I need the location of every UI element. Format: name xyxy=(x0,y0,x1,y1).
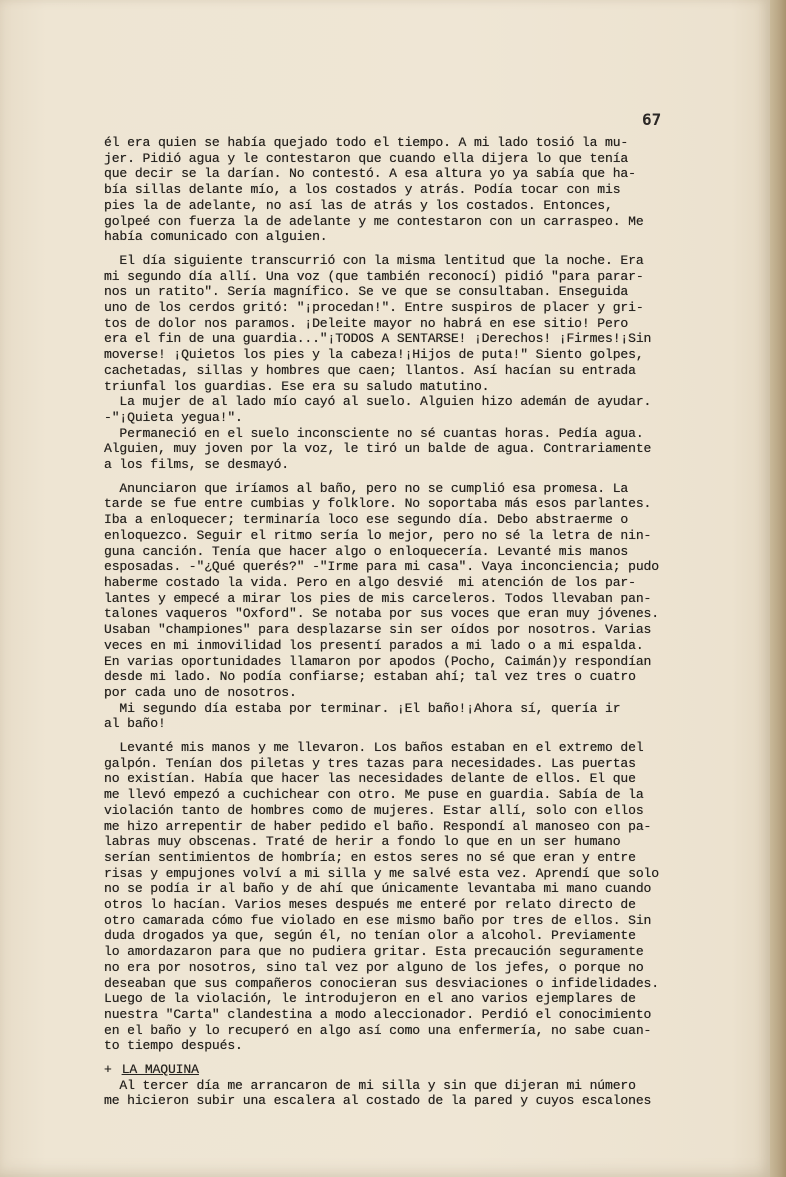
text-line: jer. Pidió agua y le contestaron que cuando ella dijera lo que tenía xyxy=(104,150,629,166)
text-line: en el baño y lo recuperó en algo así como una enfermería, no sabe cuan- xyxy=(104,1022,652,1038)
text-line: desde mi lado. No podía confiarse; estaban ahí; tal vez tres o cuatro xyxy=(104,669,636,685)
text-line: esposadas. -"¿Qué querés?" -"Irme para mi casa". Vaya inconciencia; pudo xyxy=(104,559,659,575)
text-line: Iba a enloquecer; terminaría loco ese segundo día. Debo abstraerme o xyxy=(104,512,629,528)
text-line: otro camarada cómo fue violado en ese mismo baño por tres de ellos. Sin xyxy=(104,912,652,928)
paragraph-1 xyxy=(104,135,744,245)
text-line: había comunicado con alguien. xyxy=(104,229,328,245)
text-line: Usaban "championes" para desplazarse sin ser oídos por nosotros. Varias xyxy=(104,622,652,638)
paragraph-gap xyxy=(104,732,744,740)
text-line: violación tanto de hombres como de mujeres. Estar allí, solo con ellos xyxy=(104,802,644,818)
paragraph-2 xyxy=(104,253,744,473)
text-line: era el fin de una guardia..."¡TODOS A SENTARSE! ¡Derechos! ¡Firmes!¡Sin xyxy=(104,331,652,347)
text-line: a los films, se desmayó. xyxy=(104,457,289,473)
text-line: El día siguiente transcurrió con la misma lentitud que la noche. Era xyxy=(104,252,644,268)
section-bullet: + xyxy=(104,1062,112,1078)
text-line: moverse! ¡Quietos los pies y la cabeza!¡Hijos de puta!" Siento golpes, xyxy=(104,347,644,363)
text-line: lo amordazaron para que no pudiera gritar. Esta precaución seguramente xyxy=(104,944,644,960)
text-line: cachetadas, sillas y hombres que caen; llantos. Así hacían su entrada xyxy=(104,362,636,378)
text-line: él era quien se había quejado todo el tiempo. A mi lado tosió la mu- xyxy=(104,135,629,150)
text-line: to tiempo después. xyxy=(104,1038,243,1054)
text-line: otros lo hacían. Varios meses después me enteré por relato directo de xyxy=(104,897,636,913)
text-line: duda drogados ya que, según él, no tenían olor a alcohol. Previamente xyxy=(104,928,636,944)
paragraph-5 xyxy=(104,1078,744,1109)
text-line: guna canción. Tenía que hacer algo o enloquecería. Levanté mis manos xyxy=(104,543,629,559)
text-line: tarde se fue entre cumbias y folklore. No soportaba más esos parlantes. xyxy=(104,496,652,512)
text-line: por cada uno de nosotros. xyxy=(104,684,297,700)
text-line: Luego de la violación, le introdujeron en el ano varios ejemplares de xyxy=(104,991,636,1007)
text-line: lantes y empecé a mirar los pies de mis carceleros. Todos llevaban pan- xyxy=(104,590,652,606)
text-line: no existían. Había que hacer las necesidades delante de ellos. El que xyxy=(104,771,636,787)
paragraph-gap xyxy=(104,245,744,253)
text-line: veces en mi inmovilidad los presentí parados a mi lado o a mi espalda. xyxy=(104,637,644,653)
text-line: labras muy obscenas. Traté de herir a fondo lo que en un ser humano xyxy=(104,834,621,850)
text-line: Levanté mis manos y me llevaron. Los baños estaban en el extremo del xyxy=(104,740,644,756)
text-line: En varias oportunidades llamaron por apodos (Pocho, Caimán)y respondían xyxy=(104,653,652,669)
text-line: me hizo arrepentir de haber pedido el baño. Respondí al manoseo con pa- xyxy=(104,818,652,834)
text-line: uno de los cerdos gritó: "¡procedan!". Entre suspiros de placer y gri- xyxy=(104,300,644,316)
page-edge xyxy=(770,0,786,1177)
text-line: no era por nosotros, sino tal vez por alguno de los jefes, o porque no xyxy=(104,959,644,975)
text-line: mi segundo día allí. Una voz (que también reconocí) pidió "para parar- xyxy=(104,268,644,284)
text-line: al baño! xyxy=(104,716,166,732)
text-line: que decir se la darían. No contestó. A esa altura yo ya sabía que ha- xyxy=(104,166,636,182)
text-line: deseaban que sus compañeros conocieran sus desviaciones o infidelidades. xyxy=(104,975,659,991)
paragraph-gap xyxy=(104,1054,744,1062)
text-line: no se podía ir al baño y de ahí que únicamente levantaba mi mano cuando xyxy=(104,881,652,897)
text-line: Permaneció en el suelo inconsciente no sé cuantas horas. Pedía agua. xyxy=(104,425,644,441)
text-line: serían sentimientos de hombría; en estos seres no sé que eran y entre xyxy=(104,849,636,865)
paragraph-3 xyxy=(104,481,744,732)
text-line: haberme costado la vida. Pero en algo desvié mi atención de los par- xyxy=(104,574,636,590)
text-line: pies la de adelante, no así las de atrás y los costados. Entonces, xyxy=(104,197,613,213)
text-line: me hicieron subir una escalera al costado de la pared y cuyos escalones xyxy=(104,1093,652,1109)
text-line: nuestra "Carta" clandestina a modo aleccionador. Perdió el conocimiento xyxy=(104,1006,652,1022)
paragraph-4 xyxy=(104,740,744,1054)
text-line: Anunciaron que iríamos al baño, pero no se cumplió esa promesa. La xyxy=(104,480,629,496)
text-line: nos un ratito". Sería magnífico. Se ve que se consultaban. Enseguida xyxy=(104,284,629,300)
text-line: me llevó empezó a cuchichear con otro. Me puse en guardia. Sabía de la xyxy=(104,787,644,803)
text-line: tos de dolor nos paramos. ¡Deleite mayor no habrá en ese sitio! Pero xyxy=(104,315,629,331)
text-line: Al tercer día me arrancaron de mi silla y sin que dijeran mi número xyxy=(104,1077,636,1093)
page-number: 67 xyxy=(642,110,662,129)
paragraph-gap xyxy=(104,473,744,481)
page-body xyxy=(104,135,744,1109)
section-heading xyxy=(104,1062,744,1078)
text-line: La mujer de al lado mío cayó al suelo. Alguien hizo ademán de ayudar. xyxy=(104,394,652,410)
text-line: risas y empujones volví a mi silla y me salvé esta vez. Aprendí que solo xyxy=(104,865,659,881)
text-line: talones vaqueros "Oxford". Se notaba por sus voces que eran muy jóvenes. xyxy=(104,606,659,622)
text-line: golpeé con fuerza la de adelante y me contestaron con un carraspeo. Me xyxy=(104,213,644,229)
text-line: bía sillas delante mío, a los costados y atrás. Podía tocar con mis xyxy=(104,182,621,198)
text-line: -"¡Quieta yegua!". xyxy=(104,409,243,425)
text-line: Mi segundo día estaba por terminar. ¡El baño!¡Ahora sí, quería ir xyxy=(104,700,621,716)
text-line: galpón. Tenían dos piletas y tres tazas para necesidades. Las puertas xyxy=(104,755,636,771)
section-title: LA MAQUINA xyxy=(121,1062,199,1078)
text-line: Alguien, muy joven por la voz, le tiró un balde de agua. Contrariamente xyxy=(104,441,652,457)
text-line: enloquezco. Seguir el ritmo sería lo mejor, pero no sé la letra de nin- xyxy=(104,527,652,543)
text-line: triunfal los guardias. Ese era su saludo matutino. xyxy=(104,378,490,394)
